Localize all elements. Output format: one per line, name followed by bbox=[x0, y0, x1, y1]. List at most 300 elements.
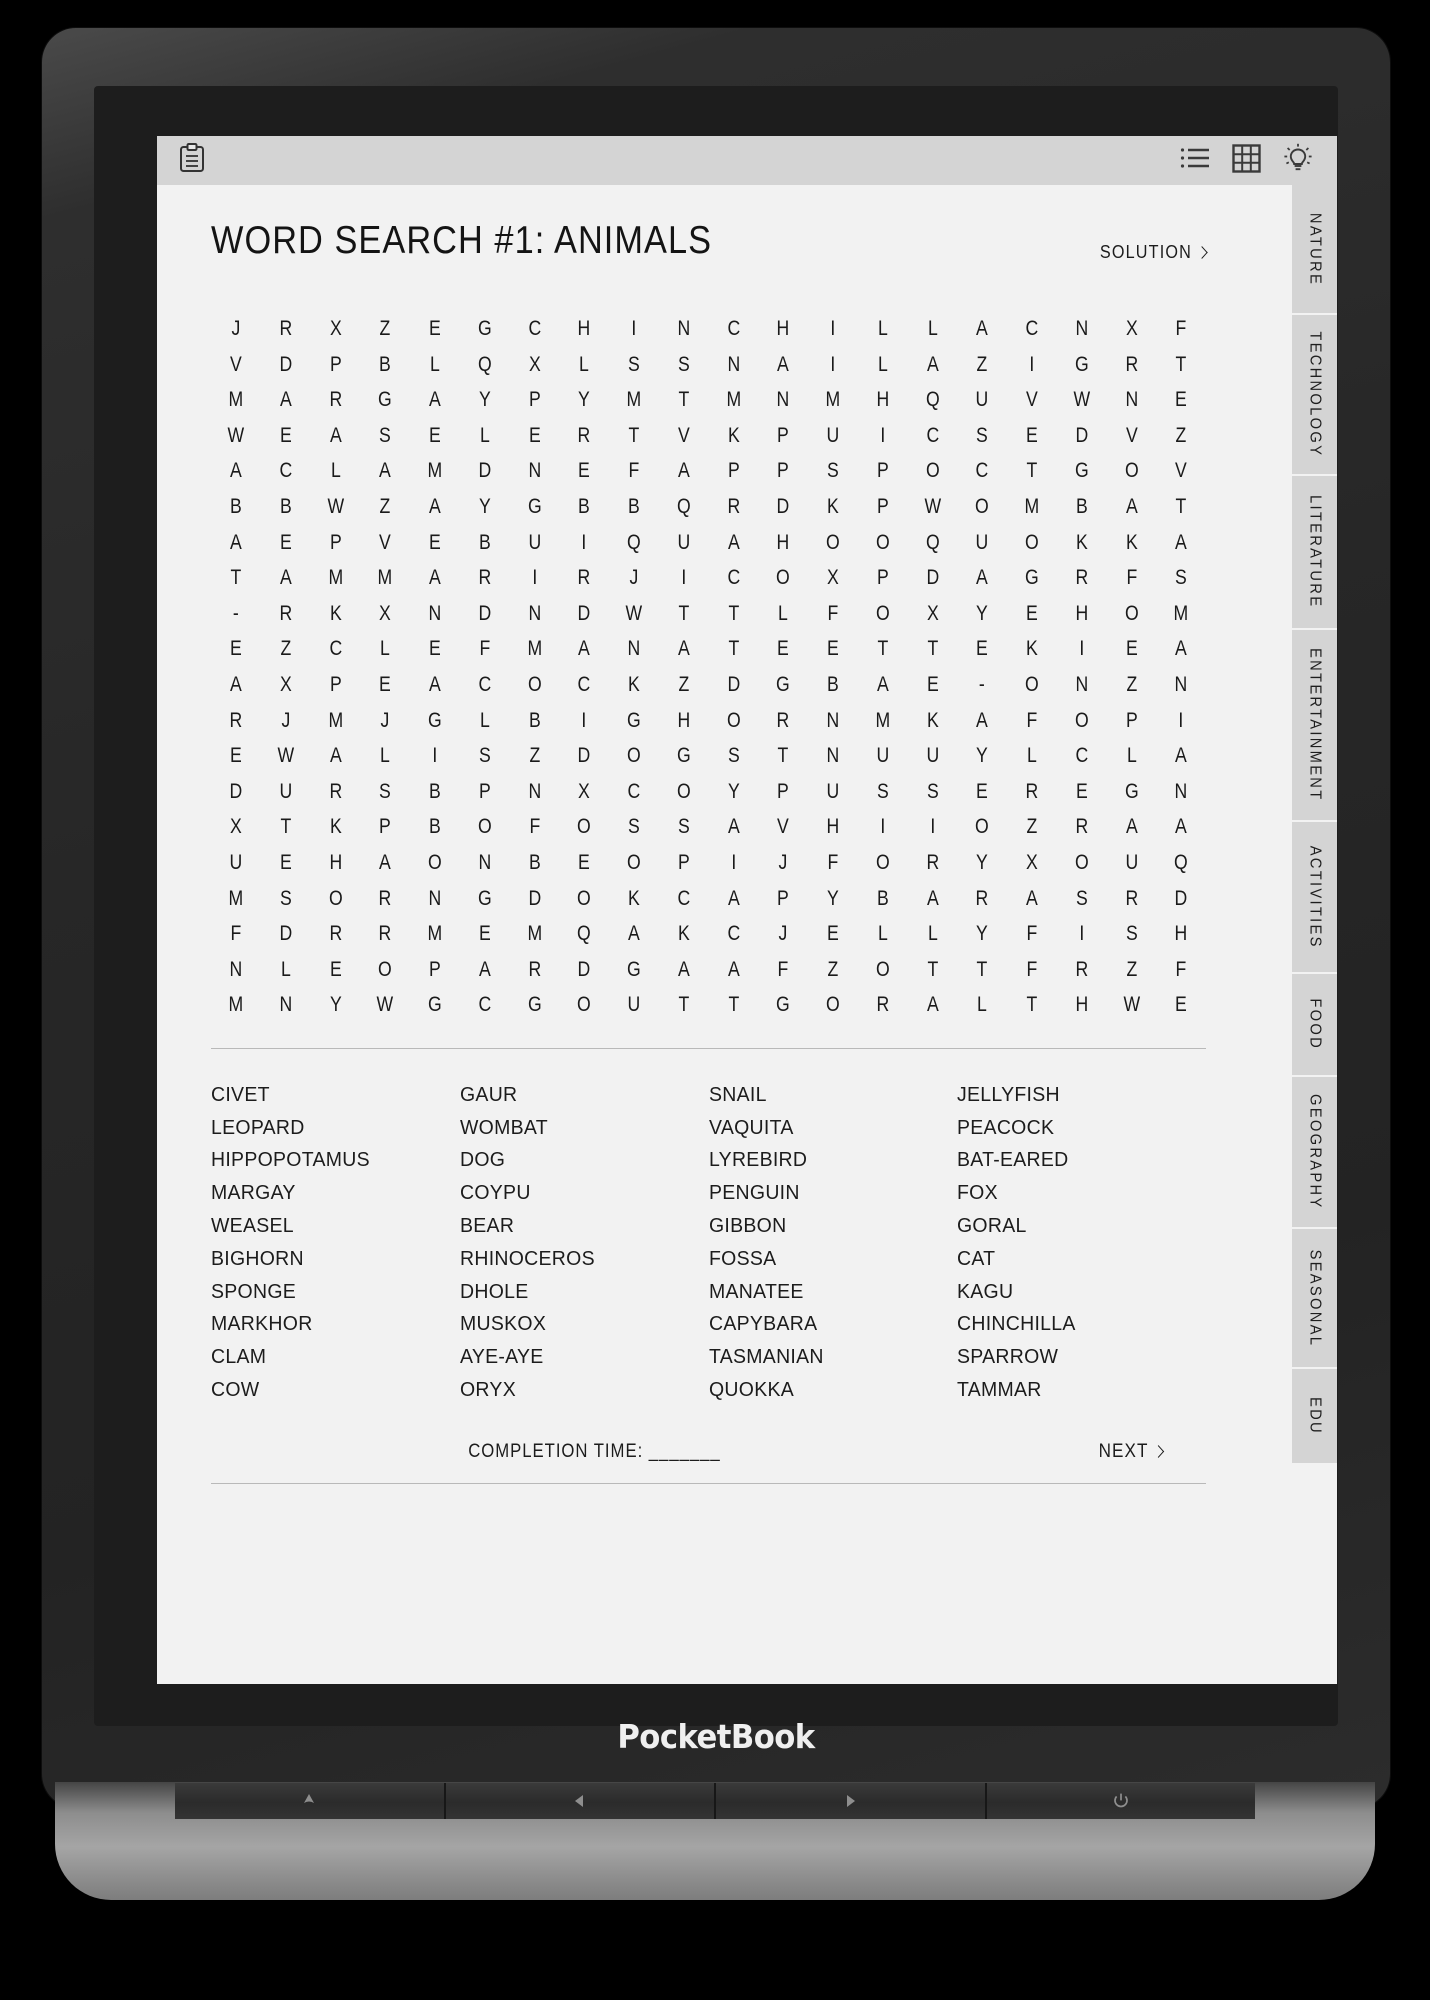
grid-cell-r9-c19[interactable]: A bbox=[1175, 637, 1188, 661]
grid-cell-r14-c18[interactable]: A bbox=[1125, 815, 1138, 839]
grid-cell-r16-c6[interactable]: D bbox=[527, 886, 541, 910]
prev-page-button[interactable] bbox=[446, 1783, 717, 1819]
grid-cell-r19-c10[interactable]: T bbox=[727, 993, 739, 1017]
grid-cell-r17-c17[interactable]: I bbox=[1079, 922, 1085, 946]
grid-cell-r1-c12[interactable]: I bbox=[830, 352, 836, 376]
grid-cell-r15-c4[interactable]: O bbox=[428, 850, 442, 874]
next-page-button[interactable] bbox=[716, 1783, 987, 1819]
grid-cell-r3-c2[interactable]: A bbox=[329, 423, 342, 447]
grid-cell-r7-c12[interactable]: X bbox=[826, 566, 839, 590]
grid-cell-r14-c19[interactable]: A bbox=[1175, 815, 1188, 839]
word-search-grid[interactable] bbox=[211, 311, 1206, 1023]
grid-cell-r2-c17[interactable]: W bbox=[1073, 388, 1090, 412]
grid-view-icon[interactable] bbox=[1232, 144, 1261, 178]
grid-cell-r17-c0[interactable]: F bbox=[230, 922, 242, 946]
word-list-item[interactable]: ORYX bbox=[459, 1378, 516, 1402]
grid-cell-r0-c19[interactable]: F bbox=[1175, 317, 1187, 340]
grid-cell-r17-c10[interactable]: C bbox=[726, 922, 740, 946]
grid-cell-r2-c4[interactable]: A bbox=[428, 388, 441, 412]
grid-cell-r16-c15[interactable]: R bbox=[975, 886, 989, 910]
grid-cell-r6-c18[interactable]: K bbox=[1125, 530, 1138, 554]
grid-cell-r11-c10[interactable]: O bbox=[726, 708, 741, 732]
grid-cell-r6-c8[interactable]: Q bbox=[627, 530, 641, 554]
solution-link[interactable] bbox=[1099, 242, 1206, 263]
grid-cell-r5-c14[interactable]: W bbox=[924, 494, 941, 518]
grid-cell-r12-c19[interactable]: A bbox=[1175, 744, 1188, 768]
grid-cell-r6-c2[interactable]: P bbox=[329, 530, 342, 554]
grid-cell-r9-c7[interactable]: A bbox=[578, 637, 591, 661]
word-list-item[interactable]: LYREBIRD bbox=[708, 1148, 807, 1172]
grid-cell-r14-c3[interactable]: P bbox=[379, 815, 392, 839]
grid-cell-r14-c2[interactable]: K bbox=[329, 815, 342, 839]
grid-cell-r5-c17[interactable]: B bbox=[1075, 494, 1088, 518]
grid-cell-r13-c10[interactable]: Y bbox=[727, 779, 740, 803]
grid-cell-r11-c8[interactable]: G bbox=[627, 708, 641, 732]
grid-cell-r3-c15[interactable]: S bbox=[976, 423, 989, 447]
grid-cell-r18-c17[interactable]: R bbox=[1075, 957, 1088, 981]
grid-cell-r5-c5[interactable]: Y bbox=[478, 494, 491, 518]
grid-cell-r0-c4[interactable]: E bbox=[428, 317, 441, 340]
grid-cell-r4-c10[interactable]: P bbox=[727, 459, 740, 483]
sidebar-tab-entertainment[interactable] bbox=[1292, 630, 1337, 822]
grid-cell-r1-c19[interactable]: T bbox=[1175, 352, 1187, 376]
word-list-item[interactable]: GIBBON bbox=[708, 1214, 786, 1238]
grid-cell-r0-c16[interactable]: C bbox=[1025, 317, 1039, 340]
grid-cell-r16-c14[interactable]: A bbox=[926, 886, 939, 910]
grid-cell-r13-c7[interactable]: X bbox=[578, 779, 591, 803]
grid-cell-r15-c14[interactable]: R bbox=[925, 850, 939, 874]
next-link[interactable] bbox=[1098, 1441, 1162, 1463]
grid-cell-r7-c7[interactable]: R bbox=[577, 566, 591, 590]
word-list-item[interactable]: SPARROW bbox=[957, 1345, 1059, 1369]
grid-cell-r0-c0[interactable]: J bbox=[231, 317, 241, 340]
grid-cell-r5-c8[interactable]: B bbox=[627, 494, 640, 518]
grid-cell-r0-c13[interactable]: L bbox=[877, 317, 888, 340]
grid-cell-r2-c1[interactable]: A bbox=[279, 388, 292, 412]
grid-cell-r5-c3[interactable]: Z bbox=[379, 494, 391, 518]
grid-cell-r5-c16[interactable]: M bbox=[1024, 494, 1040, 518]
grid-cell-r13-c18[interactable]: G bbox=[1124, 779, 1139, 803]
grid-cell-r0-c11[interactable]: H bbox=[776, 317, 790, 340]
grid-cell-r19-c8[interactable]: U bbox=[627, 993, 641, 1017]
grid-cell-r15-c17[interactable]: O bbox=[1074, 850, 1089, 874]
grid-cell-r5-c13[interactable]: P bbox=[876, 494, 889, 518]
grid-cell-r12-c11[interactable]: T bbox=[777, 744, 789, 768]
grid-cell-r15-c19[interactable]: Q bbox=[1174, 850, 1188, 874]
grid-cell-r5-c1[interactable]: B bbox=[279, 494, 292, 518]
grid-cell-r17-c4[interactable]: M bbox=[427, 922, 443, 946]
word-list-item[interactable]: SNAIL bbox=[708, 1082, 767, 1106]
word-list-item[interactable]: QUOKKA bbox=[708, 1378, 794, 1402]
grid-cell-r16-c8[interactable]: K bbox=[627, 886, 640, 910]
grid-cell-r5-c18[interactable]: A bbox=[1125, 494, 1138, 518]
grid-cell-r3-c19[interactable]: Z bbox=[1175, 423, 1187, 447]
grid-cell-r14-c6[interactable]: F bbox=[528, 815, 540, 839]
grid-cell-r7-c19[interactable]: S bbox=[1175, 566, 1188, 590]
power-button[interactable] bbox=[987, 1783, 1256, 1819]
grid-cell-r13-c5[interactable]: P bbox=[478, 779, 491, 803]
grid-cell-r15-c13[interactable]: O bbox=[875, 850, 890, 874]
grid-cell-r18-c3[interactable]: O bbox=[378, 957, 392, 981]
grid-cell-r10-c4[interactable]: A bbox=[428, 672, 441, 696]
grid-cell-r3-c6[interactable]: E bbox=[528, 423, 541, 447]
grid-cell-r9-c9[interactable]: A bbox=[677, 637, 690, 661]
grid-cell-r12-c7[interactable]: D bbox=[577, 744, 591, 768]
grid-cell-r17-c2[interactable]: R bbox=[328, 922, 342, 946]
grid-cell-r3-c7[interactable]: R bbox=[577, 423, 591, 447]
grid-cell-r2-c15[interactable]: U bbox=[975, 388, 989, 412]
grid-cell-r2-c10[interactable]: M bbox=[726, 388, 741, 412]
grid-cell-r19-c2[interactable]: Y bbox=[329, 993, 342, 1017]
grid-cell-r15-c7[interactable]: E bbox=[578, 850, 591, 874]
grid-cell-r13-c1[interactable]: U bbox=[279, 779, 292, 803]
word-list-item[interactable]: KAGU bbox=[957, 1279, 1014, 1303]
grid-cell-r9-c16[interactable]: K bbox=[1025, 637, 1038, 661]
grid-cell-r16-c10[interactable]: A bbox=[727, 886, 740, 910]
grid-cell-r3-c11[interactable]: P bbox=[777, 423, 790, 447]
grid-cell-r17-c18[interactable]: S bbox=[1125, 922, 1138, 946]
word-list-item[interactable]: FOX bbox=[957, 1181, 999, 1205]
home-button[interactable] bbox=[175, 1783, 446, 1819]
grid-cell-r13-c12[interactable]: U bbox=[826, 779, 840, 803]
grid-cell-r10-c19[interactable]: N bbox=[1174, 672, 1188, 696]
grid-cell-r17-c16[interactable]: F bbox=[1026, 922, 1038, 946]
grid-cell-r16-c4[interactable]: N bbox=[428, 886, 442, 910]
grid-cell-r15-c6[interactable]: B bbox=[528, 850, 541, 874]
word-list-item[interactable]: HIPPOPOTAMUS bbox=[211, 1148, 370, 1172]
grid-cell-r1-c14[interactable]: A bbox=[926, 352, 939, 376]
grid-cell-r5-c2[interactable]: W bbox=[327, 494, 344, 518]
grid-cell-r15-c0[interactable]: U bbox=[229, 850, 243, 874]
grid-cell-r4-c18[interactable]: O bbox=[1124, 459, 1139, 483]
grid-cell-r19-c4[interactable]: G bbox=[428, 993, 442, 1017]
grid-cell-r6-c14[interactable]: Q bbox=[925, 530, 940, 554]
grid-cell-r12-c1[interactable]: W bbox=[277, 744, 294, 768]
grid-cell-r19-c0[interactable]: M bbox=[228, 993, 244, 1017]
grid-cell-r12-c6[interactable]: Z bbox=[528, 744, 540, 768]
grid-cell-r8-c12[interactable]: F bbox=[827, 601, 839, 625]
grid-cell-r14-c8[interactable]: S bbox=[627, 815, 640, 839]
grid-cell-r8-c13[interactable]: O bbox=[875, 601, 890, 625]
grid-cell-r2-c11[interactable]: N bbox=[776, 388, 790, 412]
grid-cell-r12-c10[interactable]: S bbox=[727, 744, 740, 768]
word-list-item[interactable]: MANATEE bbox=[708, 1279, 804, 1303]
grid-cell-r15-c5[interactable]: N bbox=[478, 850, 491, 874]
grid-cell-r8-c11[interactable]: L bbox=[778, 601, 789, 625]
grid-cell-r10-c5[interactable]: C bbox=[478, 672, 491, 696]
word-list-item[interactable]: MARKHOR bbox=[211, 1312, 313, 1336]
grid-cell-r16-c16[interactable]: A bbox=[1025, 886, 1038, 910]
grid-cell-r17-c9[interactable]: K bbox=[677, 922, 690, 946]
word-list-item[interactable]: MUSKOX bbox=[459, 1312, 546, 1336]
grid-cell-r3-c10[interactable]: K bbox=[727, 423, 740, 447]
word-list-item[interactable]: BAT-EARED bbox=[957, 1148, 1069, 1172]
grid-cell-r16-c17[interactable]: S bbox=[1075, 886, 1088, 910]
grid-cell-r12-c8[interactable]: O bbox=[627, 744, 641, 768]
grid-cell-r8-c1[interactable]: R bbox=[279, 601, 292, 625]
grid-cell-r2-c16[interactable]: V bbox=[1025, 388, 1038, 412]
hint-lightbulb-icon[interactable] bbox=[1283, 143, 1313, 178]
grid-cell-r11-c11[interactable]: R bbox=[776, 708, 790, 732]
grid-cell-r4-c15[interactable]: C bbox=[975, 459, 989, 483]
grid-cell-r4-c13[interactable]: P bbox=[876, 459, 889, 483]
grid-cell-r13-c0[interactable]: D bbox=[229, 779, 243, 803]
grid-cell-r1-c16[interactable]: I bbox=[1029, 352, 1035, 376]
grid-cell-r4-c11[interactable]: P bbox=[777, 459, 790, 483]
grid-cell-r19-c13[interactable]: R bbox=[876, 993, 889, 1017]
sidebar-tab-edu[interactable] bbox=[1292, 1369, 1337, 1465]
grid-cell-r7-c15[interactable]: A bbox=[976, 566, 989, 590]
grid-cell-r9-c14[interactable]: T bbox=[926, 637, 938, 661]
grid-cell-r7-c5[interactable]: R bbox=[478, 566, 491, 590]
grid-cell-r3-c8[interactable]: T bbox=[628, 423, 640, 447]
grid-cell-r3-c17[interactable]: D bbox=[1075, 423, 1088, 447]
word-list-item[interactable]: TASMANIAN bbox=[708, 1345, 824, 1369]
grid-cell-r8-c19[interactable]: M bbox=[1173, 601, 1189, 625]
grid-cell-r16-c5[interactable]: G bbox=[477, 886, 492, 910]
grid-cell-r14-c12[interactable]: H bbox=[826, 815, 840, 839]
grid-cell-r17-c12[interactable]: E bbox=[826, 922, 839, 946]
grid-cell-r3-c16[interactable]: E bbox=[1025, 423, 1038, 447]
grid-cell-r9-c3[interactable]: L bbox=[380, 637, 391, 661]
sidebar-tab-activities[interactable] bbox=[1292, 822, 1337, 974]
grid-cell-r3-c18[interactable]: V bbox=[1125, 423, 1138, 447]
grid-cell-r12-c3[interactable]: L bbox=[380, 744, 391, 768]
grid-cell-r10-c7[interactable]: C bbox=[577, 672, 591, 696]
grid-cell-r11-c0[interactable]: R bbox=[229, 708, 243, 732]
grid-cell-r19-c18[interactable]: W bbox=[1123, 993, 1140, 1017]
word-list-item[interactable]: CAPYBARA bbox=[708, 1312, 817, 1336]
grid-cell-r1-c1[interactable]: D bbox=[279, 352, 292, 376]
word-list-item[interactable]: AYE-AYE bbox=[459, 1345, 544, 1369]
grid-cell-r3-c1[interactable]: E bbox=[279, 423, 292, 447]
grid-cell-r0-c6[interactable]: C bbox=[527, 317, 541, 340]
grid-cell-r3-c4[interactable]: E bbox=[428, 423, 441, 447]
sidebar-tab-food[interactable] bbox=[1292, 974, 1337, 1077]
grid-cell-r8-c5[interactable]: D bbox=[478, 601, 491, 625]
grid-cell-r11-c1[interactable]: J bbox=[281, 708, 291, 732]
grid-cell-r9-c12[interactable]: E bbox=[826, 637, 839, 661]
grid-cell-r13-c15[interactable]: E bbox=[976, 779, 989, 803]
grid-cell-r2-c3[interactable]: G bbox=[378, 388, 392, 412]
grid-cell-r6-c12[interactable]: O bbox=[826, 530, 840, 554]
grid-cell-r11-c17[interactable]: O bbox=[1074, 708, 1089, 732]
grid-cell-r18-c16[interactable]: F bbox=[1026, 957, 1038, 981]
grid-cell-r15-c15[interactable]: Y bbox=[976, 850, 989, 874]
grid-cell-r16-c0[interactable]: M bbox=[228, 886, 244, 910]
word-list-item[interactable]: TAMMAR bbox=[957, 1378, 1042, 1402]
grid-cell-r9-c5[interactable]: F bbox=[479, 637, 491, 661]
word-list-item[interactable]: RHINOCEROS bbox=[459, 1246, 595, 1270]
grid-cell-r18-c13[interactable]: O bbox=[875, 957, 890, 981]
grid-cell-r14-c4[interactable]: B bbox=[428, 815, 441, 839]
grid-cell-r16-c3[interactable]: R bbox=[378, 886, 392, 910]
word-list-item[interactable]: MARGAY bbox=[211, 1181, 296, 1205]
grid-cell-r0-c7[interactable]: H bbox=[577, 317, 591, 340]
grid-cell-r16-c12[interactable]: Y bbox=[826, 886, 839, 910]
grid-cell-r19-c17[interactable]: H bbox=[1075, 993, 1088, 1017]
grid-cell-r4-c2[interactable]: L bbox=[330, 459, 341, 483]
word-list-item[interactable]: VAQUITA bbox=[708, 1115, 794, 1139]
grid-cell-r10-c8[interactable]: K bbox=[627, 672, 640, 696]
grid-cell-r18-c14[interactable]: T bbox=[926, 957, 938, 981]
word-list-item[interactable]: BIGHORN bbox=[211, 1246, 304, 1270]
grid-cell-r13-c8[interactable]: C bbox=[627, 779, 641, 803]
word-list-item[interactable]: DHOLE bbox=[459, 1279, 529, 1303]
grid-cell-r11-c15[interactable]: A bbox=[976, 708, 989, 732]
grid-cell-r4-c14[interactable]: O bbox=[925, 459, 940, 483]
grid-cell-r7-c6[interactable]: I bbox=[531, 566, 537, 590]
grid-cell-r7-c17[interactable]: R bbox=[1075, 566, 1088, 590]
grid-cell-r6-c9[interactable]: U bbox=[677, 530, 690, 554]
grid-cell-r13-c3[interactable]: S bbox=[379, 779, 392, 803]
grid-cell-r7-c3[interactable]: M bbox=[377, 566, 393, 590]
grid-cell-r3-c13[interactable]: I bbox=[880, 423, 886, 447]
grid-cell-r4-c5[interactable]: D bbox=[478, 459, 491, 483]
grid-cell-r17-c13[interactable]: L bbox=[877, 922, 888, 946]
grid-cell-r1-c8[interactable]: S bbox=[627, 352, 640, 376]
grid-cell-r1-c13[interactable]: L bbox=[877, 352, 888, 376]
grid-cell-r14-c10[interactable]: A bbox=[727, 815, 740, 839]
word-list-item[interactable]: COYPU bbox=[459, 1181, 531, 1205]
grid-cell-r15-c9[interactable]: P bbox=[677, 850, 690, 874]
grid-cell-r2-c0[interactable]: M bbox=[228, 388, 244, 412]
grid-cell-r18-c8[interactable]: G bbox=[627, 957, 641, 981]
grid-cell-r1-c10[interactable]: N bbox=[726, 352, 740, 376]
grid-cell-r18-c0[interactable]: N bbox=[229, 957, 243, 981]
grid-cell-r4-c6[interactable]: N bbox=[527, 459, 541, 483]
grid-cell-r13-c16[interactable]: R bbox=[1025, 779, 1039, 803]
grid-cell-r10-c6[interactable]: O bbox=[527, 672, 542, 696]
grid-cell-r2-c6[interactable]: P bbox=[528, 388, 541, 412]
grid-cell-r7-c18[interactable]: F bbox=[1125, 566, 1137, 590]
grid-cell-r5-c10[interactable]: R bbox=[726, 494, 740, 518]
grid-cell-r6-c16[interactable]: O bbox=[1025, 530, 1039, 554]
grid-cell-r12-c16[interactable]: L bbox=[1026, 744, 1037, 768]
grid-cell-r8-c3[interactable]: X bbox=[379, 601, 392, 625]
grid-cell-r11-c3[interactable]: J bbox=[380, 708, 390, 732]
grid-cell-r16-c11[interactable]: P bbox=[777, 886, 790, 910]
grid-cell-r5-c6[interactable]: G bbox=[527, 494, 542, 518]
grid-cell-r18-c6[interactable]: R bbox=[527, 957, 541, 981]
grid-cell-r1-c9[interactable]: S bbox=[677, 352, 690, 376]
grid-cell-r8-c6[interactable]: N bbox=[527, 601, 541, 625]
grid-cell-r19-c15[interactable]: L bbox=[977, 993, 988, 1017]
grid-cell-r18-c12[interactable]: Z bbox=[827, 957, 839, 981]
grid-cell-r7-c2[interactable]: M bbox=[328, 566, 343, 590]
grid-cell-r11-c4[interactable]: G bbox=[428, 708, 442, 732]
grid-cell-r1-c7[interactable]: L bbox=[579, 352, 590, 376]
grid-cell-r0-c17[interactable]: N bbox=[1075, 317, 1088, 340]
grid-cell-r18-c9[interactable]: A bbox=[677, 957, 690, 981]
grid-cell-r4-c3[interactable]: A bbox=[379, 459, 392, 483]
grid-cell-r19-c12[interactable]: O bbox=[826, 993, 840, 1017]
grid-cell-r12-c13[interactable]: U bbox=[876, 744, 889, 768]
grid-cell-r0-c1[interactable]: R bbox=[279, 317, 292, 340]
grid-cell-r2-c7[interactable]: Y bbox=[578, 388, 591, 412]
word-list-item[interactable]: CHINCHILLA bbox=[957, 1312, 1076, 1336]
grid-cell-r11-c7[interactable]: I bbox=[581, 708, 587, 732]
sidebar-tab-seasonal[interactable] bbox=[1292, 1229, 1337, 1369]
grid-cell-r12-c15[interactable]: Y bbox=[976, 744, 989, 768]
grid-cell-r13-c13[interactable]: S bbox=[876, 779, 889, 803]
grid-cell-r6-c1[interactable]: E bbox=[279, 530, 292, 554]
grid-cell-r0-c10[interactable]: C bbox=[726, 317, 740, 340]
grid-cell-r12-c12[interactable]: N bbox=[826, 744, 840, 768]
grid-cell-r2-c2[interactable]: R bbox=[328, 388, 342, 412]
grid-cell-r11-c19[interactable]: I bbox=[1178, 708, 1184, 732]
word-list-item[interactable]: FOSSA bbox=[708, 1246, 776, 1270]
grid-cell-r10-c11[interactable]: G bbox=[776, 672, 790, 696]
grid-cell-r6-c5[interactable]: B bbox=[478, 530, 491, 554]
grid-cell-r1-c15[interactable]: Z bbox=[976, 352, 988, 376]
word-list-item[interactable]: GORAL bbox=[957, 1214, 1027, 1238]
grid-cell-r6-c19[interactable]: A bbox=[1175, 530, 1188, 554]
grid-cell-r5-c4[interactable]: A bbox=[428, 494, 441, 518]
grid-cell-r12-c17[interactable]: C bbox=[1075, 744, 1088, 768]
grid-cell-r7-c8[interactable]: J bbox=[629, 566, 639, 590]
grid-cell-r12-c5[interactable]: S bbox=[478, 744, 491, 768]
grid-cell-r2-c19[interactable]: E bbox=[1175, 388, 1188, 412]
grid-cell-r9-c10[interactable]: T bbox=[727, 637, 739, 661]
grid-cell-r13-c17[interactable]: E bbox=[1075, 779, 1088, 803]
grid-cell-r18-c7[interactable]: D bbox=[577, 957, 591, 981]
grid-cell-r10-c0[interactable]: A bbox=[229, 672, 242, 696]
word-list-item[interactable]: PENGUIN bbox=[708, 1181, 800, 1205]
grid-cell-r18-c19[interactable]: F bbox=[1175, 957, 1187, 981]
grid-cell-r8-c15[interactable]: Y bbox=[976, 601, 989, 625]
grid-cell-r5-c9[interactable]: Q bbox=[676, 494, 691, 518]
grid-cell-r9-c13[interactable]: T bbox=[877, 637, 889, 661]
grid-cell-r12-c4[interactable]: I bbox=[432, 744, 438, 768]
grid-cell-r8-c16[interactable]: E bbox=[1025, 601, 1038, 625]
grid-cell-r6-c6[interactable]: U bbox=[527, 530, 541, 554]
grid-cell-r19-c7[interactable]: O bbox=[577, 993, 591, 1017]
sidebar-tab-nature[interactable] bbox=[1292, 185, 1337, 315]
grid-cell-r8-c9[interactable]: T bbox=[678, 601, 690, 625]
grid-cell-r13-c9[interactable]: O bbox=[676, 779, 691, 803]
word-list-item[interactable]: WOMBAT bbox=[459, 1115, 548, 1139]
grid-cell-r10-c15[interactable]: - bbox=[979, 672, 986, 696]
grid-cell-r14-c15[interactable]: O bbox=[975, 815, 989, 839]
grid-cell-r18-c2[interactable]: E bbox=[329, 957, 342, 981]
clipboard-icon[interactable] bbox=[179, 143, 205, 178]
word-list-item[interactable]: JELLYFISH bbox=[957, 1082, 1061, 1106]
grid-cell-r15-c8[interactable]: O bbox=[627, 850, 641, 874]
grid-cell-r6-c17[interactable]: K bbox=[1075, 530, 1088, 554]
grid-cell-r14-c17[interactable]: R bbox=[1075, 815, 1088, 839]
grid-cell-r18-c1[interactable]: L bbox=[280, 957, 291, 981]
grid-cell-r0-c15[interactable]: A bbox=[976, 317, 989, 340]
grid-cell-r10-c12[interactable]: B bbox=[826, 672, 839, 696]
grid-cell-r14-c7[interactable]: O bbox=[577, 815, 591, 839]
grid-cell-r1-c3[interactable]: B bbox=[379, 352, 392, 376]
grid-cell-r18-c15[interactable]: T bbox=[976, 957, 988, 981]
grid-cell-r17-c19[interactable]: H bbox=[1174, 922, 1188, 946]
word-list-item[interactable]: BEAR bbox=[459, 1214, 514, 1238]
grid-cell-r19-c11[interactable]: G bbox=[776, 993, 790, 1017]
grid-cell-r9-c6[interactable]: M bbox=[527, 637, 542, 661]
grid-cell-r17-c15[interactable]: Y bbox=[976, 922, 989, 946]
grid-cell-r18-c18[interactable]: Z bbox=[1125, 957, 1137, 981]
grid-cell-r10-c17[interactable]: N bbox=[1075, 672, 1088, 696]
grid-cell-r1-c4[interactable]: L bbox=[429, 352, 440, 376]
grid-cell-r13-c19[interactable]: N bbox=[1174, 779, 1188, 803]
grid-cell-r9-c1[interactable]: Z bbox=[280, 637, 292, 661]
grid-cell-r18-c5[interactable]: A bbox=[478, 957, 491, 981]
grid-cell-r12-c18[interactable]: L bbox=[1126, 744, 1137, 768]
grid-cell-r7-c1[interactable]: A bbox=[279, 566, 292, 590]
